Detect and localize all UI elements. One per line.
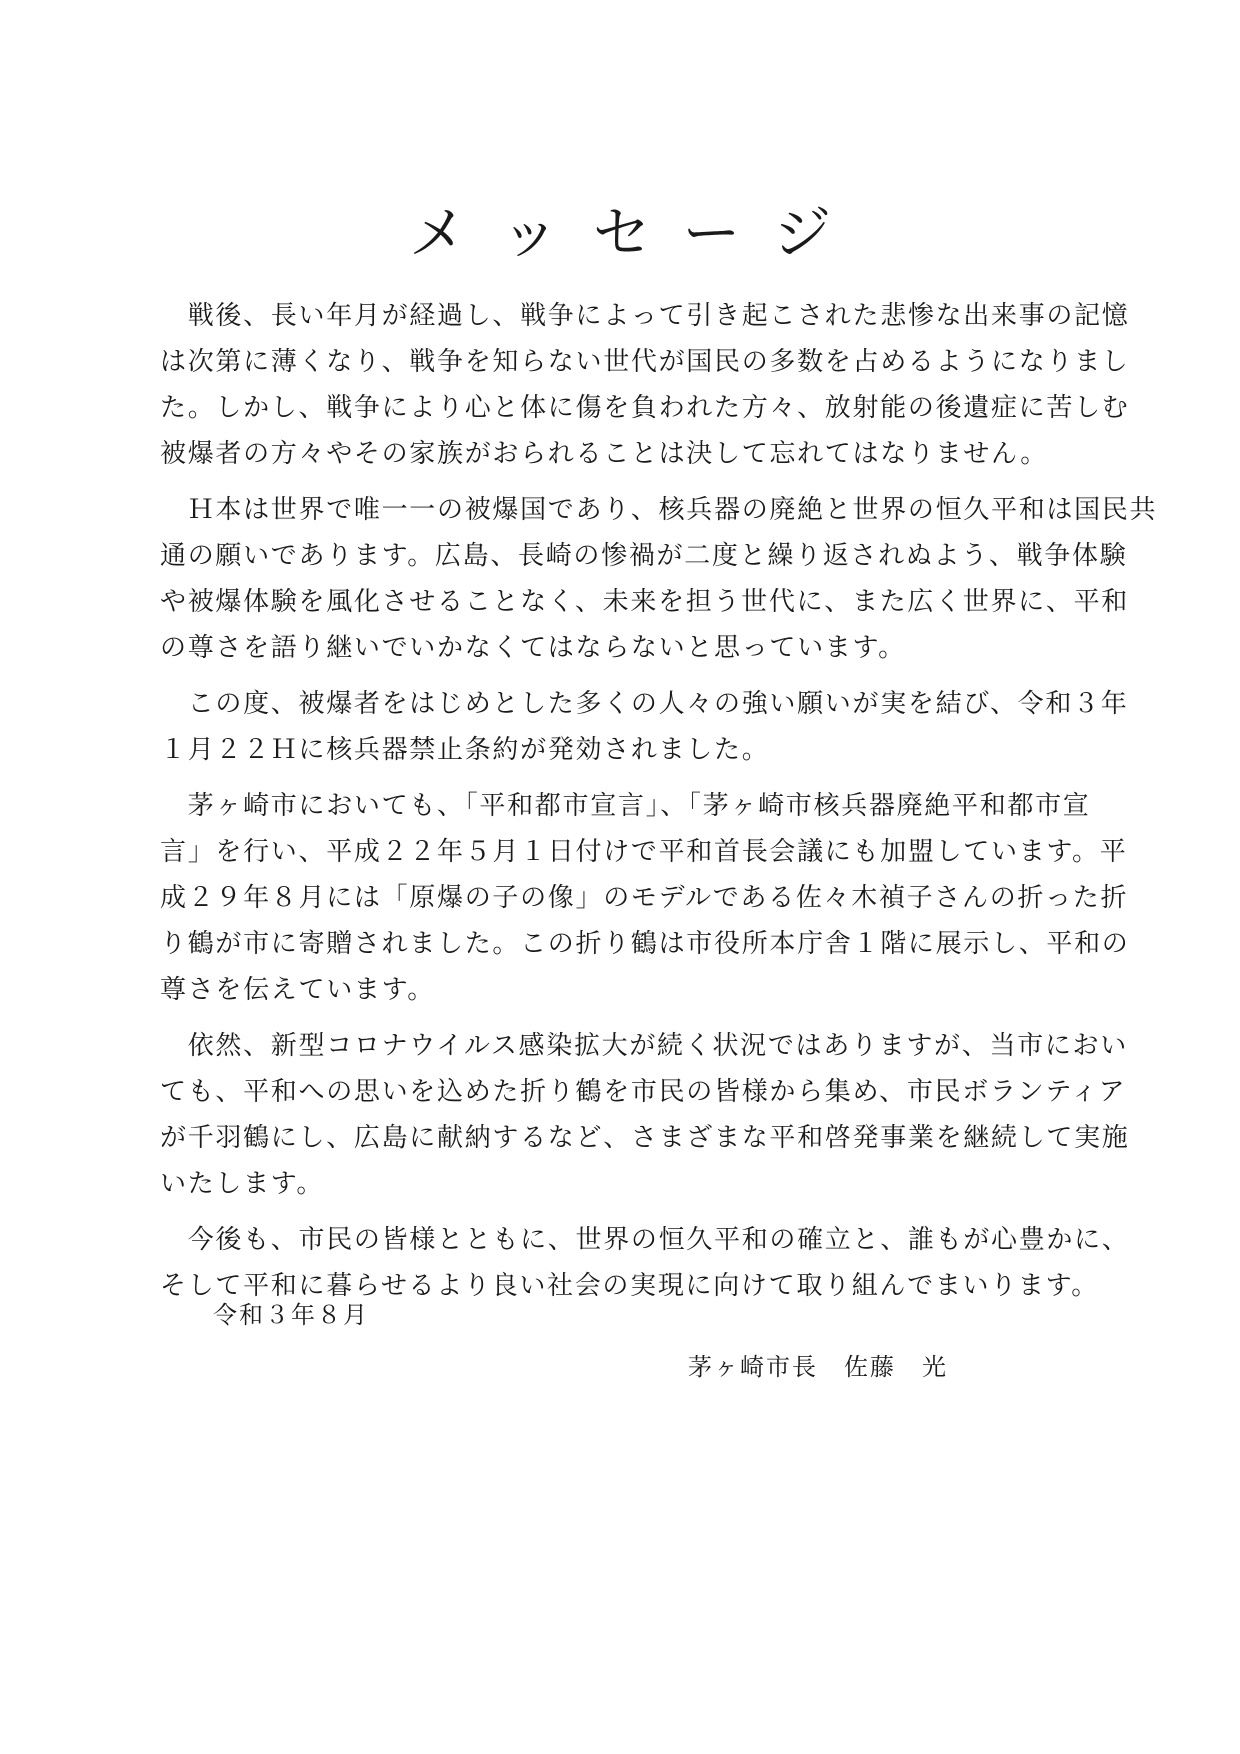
- text-line: 被爆者の方々やその家族がおられることは決して忘れてはなりません。: [160, 439, 1048, 469]
- paragraph: [160, 681, 1129, 773]
- text-line: 依然、新型コロナウイルス感染拡大が続く状況ではありますが、当市におい: [160, 1031, 1128, 1061]
- text-line: 尊さを伝えています。: [160, 975, 435, 1005]
- paragraph: [160, 783, 1130, 1013]
- text-line: 今後も、市民の皆様とともに、世界の恒久平和の確立と、誰もが心豊かに、: [160, 1225, 1130, 1255]
- text-line: た。しかし、戦争により心と体に傷を負われた方々、放射能の後遺症に苦しむ: [160, 393, 1130, 423]
- signature-name: 佐藤 光: [844, 1353, 948, 1381]
- text-line: の尊さを語り継いでいかなくてはならないと思っています。: [160, 633, 906, 663]
- text-line: １月２２Ｈに核兵器禁止条約が発効されました。: [160, 735, 770, 765]
- text-line: Ｈ本は世界で唯一一の被爆国であり、核兵器の廃絶と世界の恒久平和は国民共: [160, 495, 1158, 525]
- document-date: 令和３年８月: [213, 1301, 369, 1329]
- text-line: 通の願いであります。広島、長崎の惨禍が二度と繰り返されぬよう、戦争体験: [160, 541, 1128, 571]
- text-line: いたします。: [160, 1169, 325, 1199]
- paragraph: [160, 487, 1158, 671]
- text-line: が千羽鶴にし、広島に献納するなど、さまざまな平和啓発事業を継続して実施: [160, 1123, 1130, 1153]
- document-body: [160, 293, 1158, 1309]
- text-line: は次第に薄くなり、戦争を知らない世代が国民の多数を占めるようになりまし: [160, 347, 1130, 377]
- signature-title: 茅ヶ崎市長: [688, 1353, 818, 1381]
- text-line: 戦後、長い年月が経過し、戦争によって引き起こされた悲惨な出来事の記憶: [160, 301, 1130, 331]
- text-line: り鶴が市に寄贈されました。この折り鶴は市役所本庁舎１階に展示し、平和の: [160, 929, 1130, 959]
- text-line: 茅ヶ崎市においても、「平和都市宣言」、「茅ヶ崎市核兵器廃絶平和都市宣: [160, 791, 1091, 821]
- paragraph: [160, 1023, 1130, 1207]
- text-line: ても、平和への思いを込めた折り鶴を市民の皆様から集め、市民ボランティア: [160, 1077, 1127, 1107]
- text-line: 成２９年８月には「原爆の子の像」のモデルである佐々木禎子さんの折った折: [160, 883, 1129, 913]
- signature-block: [688, 1347, 948, 1382]
- text-line: や被爆体験を風化させることなく、未来を担う世代に、また広く世界に、平和: [160, 587, 1129, 617]
- text-line: この度、被爆者をはじめとした多くの人々の強い願いが実を結び、令和３年: [160, 689, 1129, 719]
- text-line: 言」を行い、平成２２年５月１日付けで平和首長会議にも加盟しています。平: [160, 837, 1128, 867]
- text-line: そして平和に暮らせるより良い社会の実現に向けて取り組んでまいります。: [160, 1271, 1099, 1301]
- paragraph: [160, 293, 1130, 477]
- document-title: メッセージ: [408, 199, 866, 267]
